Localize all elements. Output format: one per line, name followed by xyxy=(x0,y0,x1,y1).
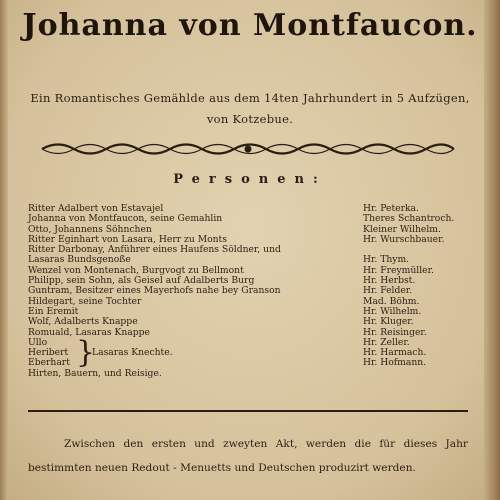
cast-actor: Hr. Wilhelm. xyxy=(363,305,422,317)
cast-actor: Hr. Wurschbauer. xyxy=(363,233,445,245)
cast-role: Ritter Darbonay, Anführer eines Haufens Söldner, und xyxy=(28,244,281,256)
cast-actor: Mad. Böhm. xyxy=(363,295,420,307)
cast-actor: Theres Schantroch. xyxy=(363,213,455,225)
cast-role: Lasaras Bundsgenoße xyxy=(28,254,131,266)
cast-actor: Hr. Freymüller. xyxy=(363,264,434,276)
cast-actor: Hr. Kluger. xyxy=(363,316,414,328)
cast-actor: Hr. Herbst. xyxy=(363,275,416,287)
footer-note xyxy=(28,432,468,480)
cast-role: Philipp, sein Sohn, als Geisel auf Adalberts Burg xyxy=(28,275,255,287)
cast-role: Otto, Johannens Söhnchen xyxy=(28,223,152,235)
cast-actor: Hr. Hofmann. xyxy=(363,357,427,369)
cast-role: Heribert xyxy=(28,347,69,359)
cast-role: Wolf, Adalberts Knappe xyxy=(28,316,138,328)
footer-text: Zwischen den ersten und zweyten Akt, werden die für dieses Jahr bestimmten neuen Redout - Menuetts und Deutschen produzirt werden. xyxy=(28,438,468,474)
cast-actor: Hr. Thym. xyxy=(363,254,410,266)
cast-actor: Hr. Peterka. xyxy=(363,203,419,214)
cast-role: Hirten, Bauern, und Reisige. xyxy=(28,367,162,379)
cast-actor: Kleiner Wilhelm. xyxy=(363,223,441,235)
cast-role: Hildegart, seine Tochter xyxy=(28,295,142,307)
cast-list xyxy=(28,204,468,379)
cast-actor: Hr. Reisinger. xyxy=(363,326,427,338)
cast-role: Wenzel von Montenach, Burgvogt zu Bellmont xyxy=(28,264,244,276)
cast-row xyxy=(28,369,468,379)
play-title: Johanna von Montfaucon. xyxy=(22,8,478,43)
cast-role: Ein Eremit xyxy=(28,305,79,317)
cast-role: Ritter Adalbert von Estavajel xyxy=(28,203,164,214)
divider-rule xyxy=(28,410,468,412)
cast-role: Eberhart xyxy=(28,357,70,369)
cast-role: Guntram, Besitzer eines Mayerhofs nahe bey Granson xyxy=(28,285,281,297)
cast-role: Johanna von Montfaucon, seine Gemahlin xyxy=(28,213,223,225)
cast-role: Ullo xyxy=(28,336,48,348)
page-left-edge xyxy=(0,0,8,500)
group-brace: } xyxy=(76,334,96,370)
cast-role: Romuald, Lasaras Knappe xyxy=(28,326,150,338)
play-subtitle: Ein Romantisches Gemählde aus dem 14ten Jahrhundert in 5 Aufzügen, von Kotzebue. xyxy=(30,91,470,126)
ornamental-divider xyxy=(38,140,458,158)
personen-heading: Personen: xyxy=(173,172,327,187)
cast-actor: Hr. Felder. xyxy=(363,285,413,297)
cast-actor: Hr. Harmach. xyxy=(363,347,427,359)
knechte-label: Lasaras Knechte. xyxy=(92,346,173,358)
cast-actor: Hr. Zeller. xyxy=(363,336,410,348)
page-right-edge xyxy=(484,0,500,500)
cast-role: Ritter Eginhart von Lasara, Herr zu Monts xyxy=(28,233,227,245)
